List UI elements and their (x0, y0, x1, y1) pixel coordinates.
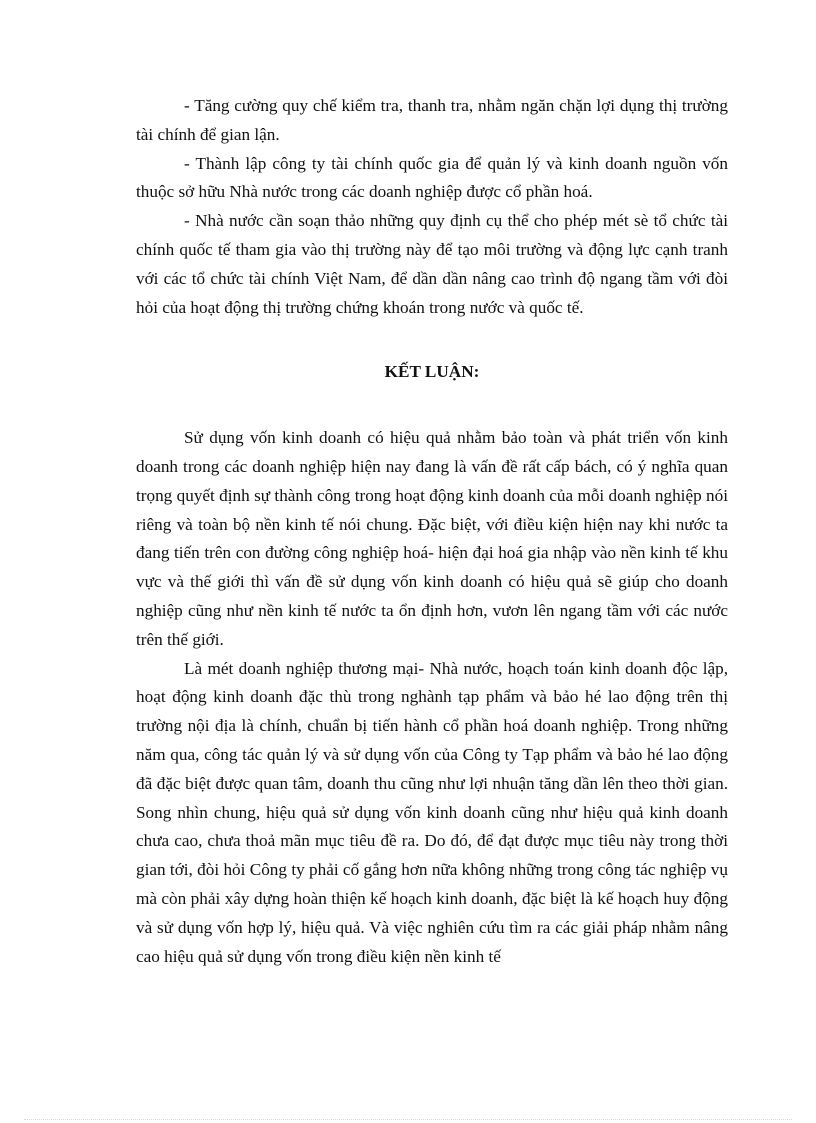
paragraph-inspection-regulation: - Tăng cường quy chế kiểm tra, thanh tra, nhằm ngăn chặn lợi dụng thị trường tài chính để gian lận. (136, 96, 728, 144)
paragraph-conclusion-company: Là mét doanh nghiệp thương mại- Nhà nước, hoạch toán kinh doanh độc lập, hoạt động kinh doanh đặc thù trong nghành tạp phẩm và bảo hé lao động trên thị trường nội địa là chính, chuẩn bị tiến hành cổ phần hoá doanh nghiệp. Trong những năm qua, công tác quản lý và sử dụng vốn của Công ty Tạp phẩm và bảo hé lao động đã đặc biệt được quan tâm, doanh thu cũng như lợi nhuận tăng dần lên theo thời gian. Song nhìn chung, hiệu quả sử dụng vốn kinh doanh cũng như hiệu quả kinh doanh chưa cao, chưa thoả mãn mục tiêu đề ra. Do đó, để đạt được mục tiêu này trong thời gian tới, đòi hỏi Công ty phải cố gắng hơn nữa không những trong công tác nghiệp vụ mà còn phải xây dựng hoàn thiện kế hoạch kinh doanh, đặc biệt là kế hoạch huy động và sử dụng vốn hợp lý, hiệu quả. Và việc nghiên cứu tìm ra các giải pháp nhằm nâng cao hiệu quả sử dụng vốn trong điều kiện nền kinh tế (136, 658, 728, 966)
conclusion-heading: KẾT LUẬN: (384, 362, 480, 382)
page-bottom-divider (24, 1119, 792, 1120)
paragraph-conclusion-capital-use: Sử dụng vốn kinh doanh có hiệu quả nhằm bảo toàn và phát triển vốn kinh doanh trong các doanh nghiệp hiện nay đang là vấn đề rất cấp bách, có ý nghĩa quan trọng quyết định sự thành công trong hoạt động kinh doanh của mỗi doanh nghiệp nói riêng và toàn bộ nền kinh tế nói chung. Đặc biệt, với điều kiện hiện nay khi nước ta đang tiến trên con đường công nghiệp hoá- hiện đại hoá gia nhập vào nền kinh tế khu vực và thế giới thì vấn đề sử dụng vốn kinh doanh có hiệu quả sẽ giúp cho doanh nghiệp cũng như nền kinh tế nước ta ổn định hơn, vươn lên ngang tầm với các nước trên thế giới. (136, 428, 728, 649)
paragraph-national-finance-company: - Thành lập công ty tài chính quốc gia để quản lý và kinh doanh nguồn vốn thuộc sở hữu Nhà nước trong các doanh nghiệp được cổ phần hoá. (136, 153, 728, 202)
paragraph-international-institutions: - Nhà nước cần soạn thảo những quy định cụ thể cho phép mét sè tổ chức tài chính quốc tế tham gia vào thị trường này để tạo môi trường và động lực cạnh tranh với các tổ chức tài chính Việt Nam, để dần dần nâng cao trình độ ngang tầm với đòi hỏi của hoạt động thị trường chứng khoán trong nước và quốc tế. (136, 211, 728, 317)
document-page (136, 92, 728, 971)
